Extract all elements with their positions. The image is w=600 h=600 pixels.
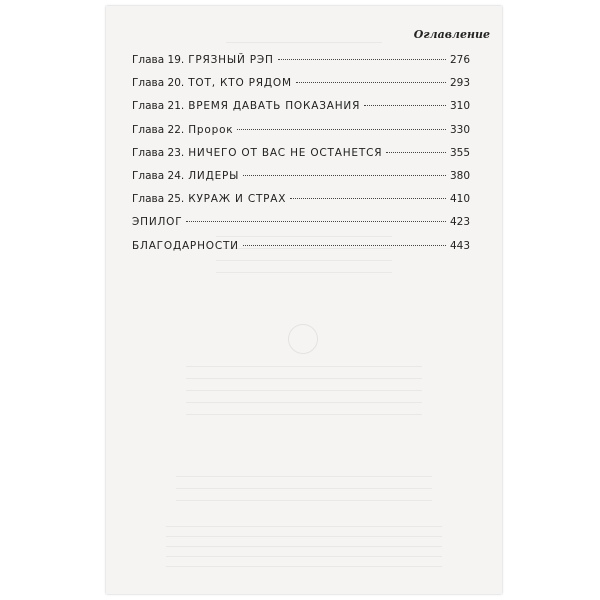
- toc-leader-dots: [243, 245, 446, 246]
- running-head: Оглавление: [413, 28, 490, 41]
- toc-page-number: 276: [449, 54, 470, 66]
- toc-page-number: 310: [449, 100, 470, 113]
- toc-chapter-label: Глава 19.: [132, 54, 185, 66]
- toc-leader-dots: [237, 129, 446, 130]
- toc-entry: [132, 77, 470, 100]
- toc-page-number: 423: [449, 216, 470, 229]
- toc-leader-dots: [186, 221, 446, 222]
- toc-chapter-label: Глава 20.: [132, 77, 185, 90]
- toc-chapter-name: ТОТ, КТО РЯДОМ: [188, 77, 292, 90]
- toc-entry: [132, 124, 470, 147]
- toc-entry: [132, 170, 470, 193]
- bleed-through-lines: [166, 526, 442, 574]
- toc-chapter-name: БЛАГОДАРНОСТИ: [132, 239, 239, 252]
- toc-page-number: 355: [449, 146, 470, 159]
- toc-leader-dots: [290, 198, 446, 199]
- toc-entry: [132, 147, 470, 170]
- toc-leader-dots: [386, 152, 446, 153]
- toc-leader-dots: [296, 82, 446, 83]
- toc-entry-title: [132, 147, 382, 159]
- bleed-through-age-badge: [288, 324, 318, 354]
- toc-entry-title: [132, 216, 182, 228]
- toc-chapter-label: Глава 22.: [132, 123, 185, 136]
- toc-chapter-name: ГРЯЗНЫЙ РЭП: [188, 54, 274, 66]
- toc-chapter-name: ЭПИЛОГ: [132, 216, 183, 229]
- toc-chapter-name: ВРЕМЯ ДАВАТЬ ПОКАЗАНИЯ: [188, 100, 361, 113]
- toc-chapter-name: Пророк: [188, 123, 234, 136]
- toc-chapter-label: Глава 21.: [132, 100, 185, 113]
- bleed-through-lines: [226, 42, 382, 54]
- toc-chapter-label: Глава 24.: [132, 169, 185, 182]
- toc-page-number: 380: [449, 169, 470, 182]
- toc-entry-title: [132, 54, 274, 66]
- bleed-through-lines: [186, 366, 422, 426]
- toc-entry: [132, 54, 470, 77]
- toc-leader-dots: [243, 175, 446, 176]
- book-page: [106, 6, 502, 594]
- toc-leader-dots: [364, 105, 446, 106]
- toc-chapter-name: НИЧЕГО ОТ ВАС НЕ ОСТАНЕТСЯ: [188, 146, 383, 159]
- toc-chapter-name: КУРАЖ И СТРАХ: [188, 193, 287, 206]
- toc-leader-dots: [278, 59, 446, 60]
- toc-page-number: 330: [449, 123, 470, 136]
- toc-entry: [132, 193, 470, 216]
- toc-page-number: 293: [449, 77, 470, 90]
- toc-entry-title: [132, 170, 239, 182]
- toc-entry-title: [132, 100, 360, 112]
- toc-entry: [132, 100, 470, 123]
- toc-entry: [132, 240, 470, 263]
- toc-chapter-label: Глава 23.: [132, 146, 185, 159]
- table-of-contents: [132, 54, 470, 263]
- toc-chapter-name: ЛИДЕРЫ: [188, 169, 240, 182]
- toc-entry-title: [132, 77, 292, 89]
- toc-entry: [132, 216, 470, 239]
- toc-page-number: 443: [449, 239, 470, 252]
- toc-page-number: 410: [449, 193, 470, 206]
- toc-chapter-label: Глава 25.: [132, 193, 185, 206]
- toc-entry-title: [132, 240, 239, 252]
- bleed-through-lines: [176, 476, 432, 512]
- toc-entry-title: [132, 193, 286, 205]
- toc-entry-title: [132, 124, 233, 136]
